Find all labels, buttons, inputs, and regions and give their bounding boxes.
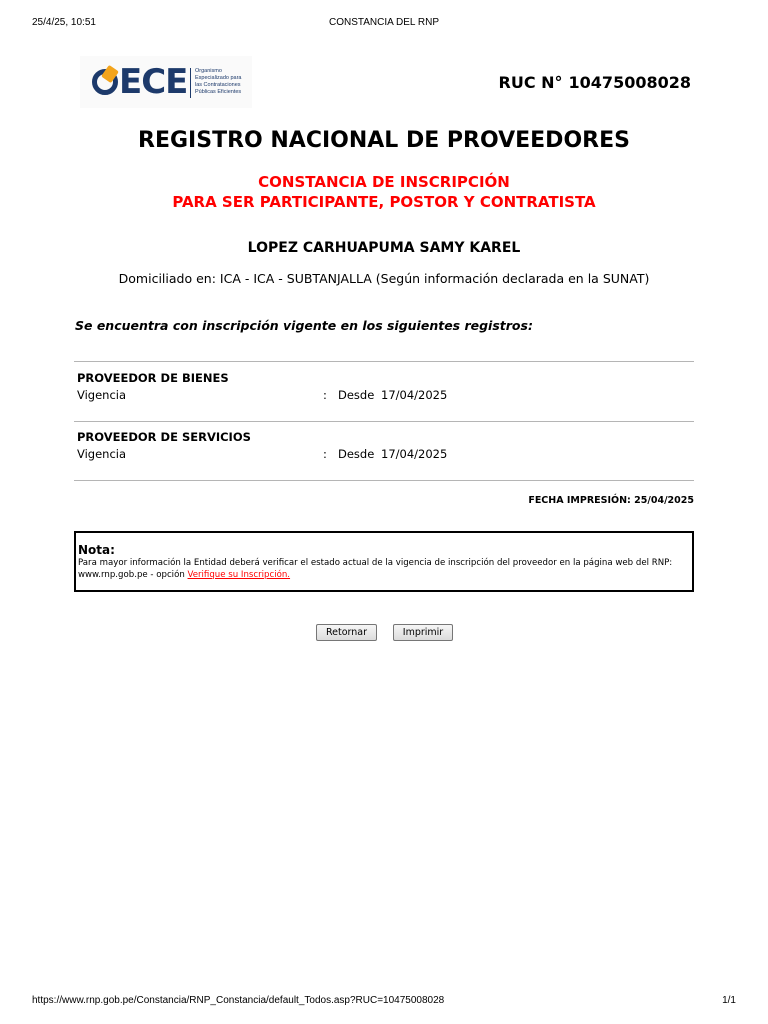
registration-colon: : — [323, 447, 327, 461]
logo-tagline — [195, 68, 251, 96]
registration-block — [77, 429, 677, 469]
subtitle-line-1: CONSTANCIA DE INSCRIPCIÓN — [258, 173, 510, 191]
registration-title: PROVEEDOR DE BIENES — [77, 371, 229, 385]
registration-title: PROVEEDOR DE SERVICIOS — [77, 430, 251, 444]
print-header — [0, 17, 768, 31]
print-date-value: 25/04/2025 — [634, 495, 694, 506]
domicile-label: Domiciliado en: — [118, 271, 216, 286]
registration-label: Vigencia — [77, 447, 127, 461]
note-body: Para mayor información la Entidad deberá verificar el estado actual de la vigencia de inscripción del proveedor en la página web del RNP: www.rnp.gob.pe - opción — [78, 558, 673, 580]
page-title: REGISTRO NACIONAL DE PROVEEDORES — [138, 128, 630, 153]
logo-tagline-line: las Contrataciones — [195, 82, 241, 88]
imprimir-button[interactable]: Imprimir — [393, 624, 453, 641]
note-title: Nota: — [78, 543, 115, 557]
domicile-note: (Según información declarada en la SUNAT) — [375, 271, 650, 286]
retornar-button[interactable]: Retornar — [316, 624, 377, 641]
logo-divider — [190, 68, 191, 98]
domicile-line — [0, 270, 768, 288]
print-footer — [0, 995, 768, 1009]
print-date-label: FECHA IMPRESIÓN: — [528, 495, 631, 506]
logo-tagline-line: Especializado para — [195, 75, 242, 81]
print-title: CONSTANCIA DEL RNP — [328, 17, 440, 28]
ruc-number — [499, 72, 691, 94]
vigente-heading: Se encuentra con inscripción vigente en los siguientes registros: — [75, 318, 533, 333]
ruc-label: RUC N° — [498, 73, 563, 92]
domicile-value: ICA - ICA - SUBTANJALLA — [219, 271, 372, 286]
registration-colon: : — [323, 388, 327, 402]
ruc-value: 10475008028 — [568, 73, 691, 92]
registration-block — [77, 370, 677, 410]
divider — [74, 361, 694, 362]
divider — [74, 480, 694, 481]
divider — [74, 421, 694, 422]
registration-date: 17/04/2025 — [381, 388, 448, 402]
provider-name: LOPEZ CARHUAPUMA SAMY KAREL — [247, 240, 521, 256]
logo-emblem-icon — [92, 69, 118, 95]
registration-desde: Desde — [338, 388, 375, 402]
logo-tagline-line: Públicas Eficientes — [195, 89, 242, 95]
logo-tagline-line: Organismo — [195, 68, 222, 74]
print-date — [528, 494, 694, 508]
registration-date: 17/04/2025 — [381, 447, 448, 461]
registration-label: Vigencia — [77, 388, 127, 402]
note-text — [78, 558, 690, 581]
note-box — [74, 531, 694, 592]
registration-desde: Desde — [338, 447, 375, 461]
print-url: https://www.rnp.gob.pe/Constancia/RNP_Constancia/default_Todos.asp?RUC=10475008028 — [32, 995, 445, 1006]
osce-logo — [80, 56, 252, 108]
verify-inscription-link[interactable]: Verifique su Inscripción. — [187, 569, 291, 580]
print-datetime: 25/4/25, 10:51 — [32, 17, 96, 28]
logo-wordmark: ECE — [119, 62, 188, 102]
subtitle-line-2: PARA SER PARTICIPANTE, POSTOR Y CONTRATISTA — [172, 193, 596, 211]
logo-mark — [92, 64, 187, 100]
page-number: 1/1 — [722, 995, 736, 1006]
